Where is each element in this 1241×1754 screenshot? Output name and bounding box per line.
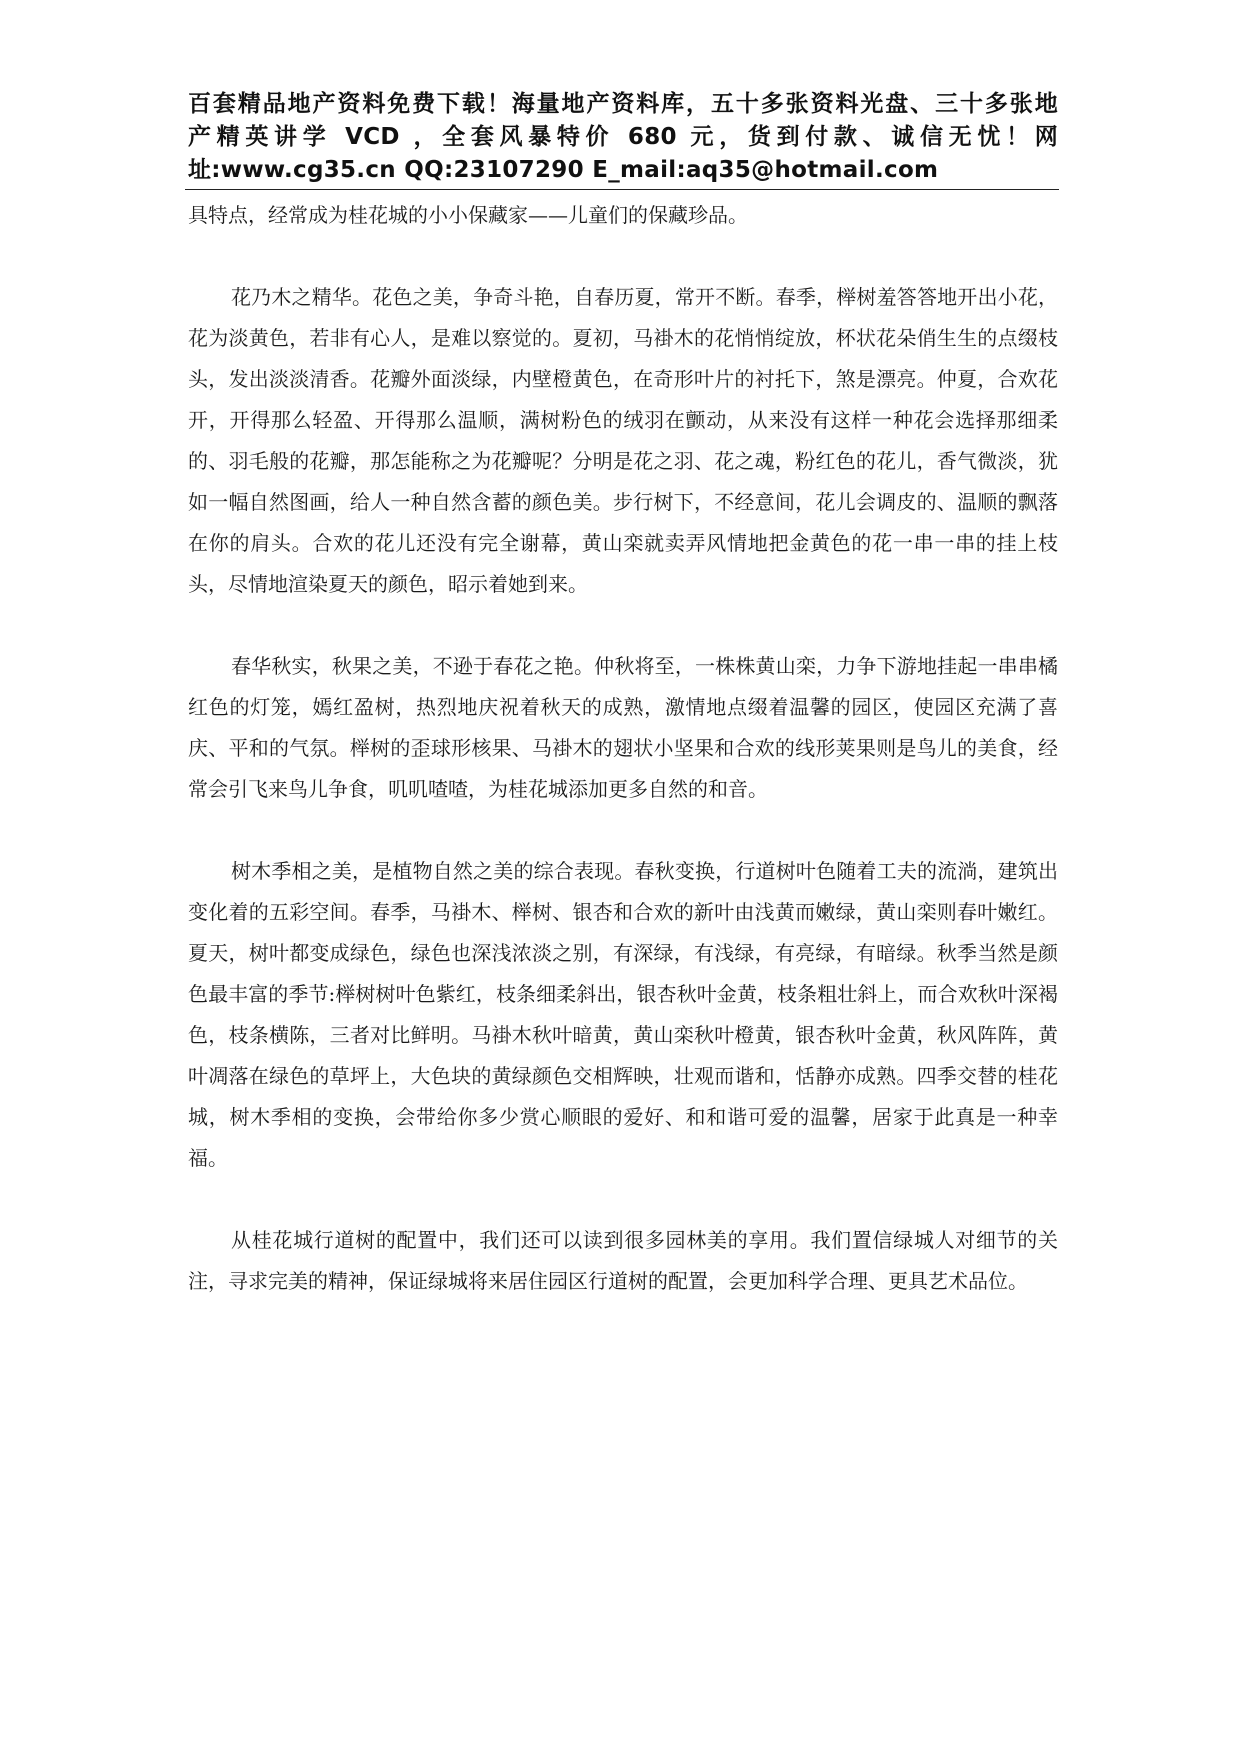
page-header bbox=[188, 88, 1058, 187]
paragraph-fruits: 春华秋实，秋果之美，不逊于春花之艳。仲秋将至，一株株黄山栾，力争下游地挂起一串串橘红色的灯笼，嫣红盈树，热烈地庆祝着秋天的成熟，激情地点缀着温馨的园区，使园区充满了喜庆、平和的气氛。榉树的歪球形核果、马褂木的翅状小坚果和合欢的线形荚果则是鸟儿的美食，经常会引飞来鸟儿争食，叽叽喳喳，为桂花城添加更多自然的和音。 bbox=[188, 654, 1058, 801]
paragraph-continuation: 具特点，经常成为桂花城的小小保藏家——儿童们的保藏珍品。 bbox=[188, 203, 748, 227]
header-divider bbox=[185, 189, 1059, 190]
paragraph-seasons: 树木季相之美，是植物自然之美的综合表现。春秋变换，行道树叶色随着工夫的流淌，建筑出变化着的五彩空间。春季，马褂木、榉树、银杏和合欢的新叶由浅黄而嫩绿，黄山栾则春叶嫩红。夏天，树叶都变成绿色，绿色也深浅浓淡之别，有深绿，有浅绿，有亮绿，有暗绿。秋季当然是颜色最丰富的季节:榉树树叶色紫红，枝条细柔斜出，银杏秋叶金黄，枝条粗壮斜上，而合欢秋叶深褐色，枝条横陈，三者对比鲜明。马褂木秋叶暗黄，黄山栾秋叶橙黄，银杏秋叶金黄，秋风阵阵，黄叶凋落在绿色的草坪上，大色块的黄绿颜色交相辉映，壮观而谐和，恬静亦成熟。四季交替的桂花城，树木季相的变换，会带给你多少赏心顺眼的爱好、和和谐可爱的温馨，居家于此真是一种幸福。 bbox=[188, 859, 1058, 1170]
document-body bbox=[188, 195, 1058, 1343]
paragraph-flowers: 花乃木之精华。花色之美，争奇斗艳，自春历夏，常开不断。春季，榉树羞答答地开出小花，花为淡黄色，若非有心人，是难以察觉的。夏初，马褂木的花悄悄绽放，杯状花朵俏生生的点缀枝头，发出淡淡清香。花瓣外面淡绿，内壁橙黄色，在奇形叶片的衬托下，煞是漂亮。仲夏，合欢花开，开得那么轻盈、开得那么温顺，满树粉色的绒羽在颤动，从来没有这样一种花会选择那细柔的、羽毛般的花瓣，那怎能称之为花瓣呢？分明是花之羽、花之魂，粉红色的花儿，香气微淡，犹如一幅自然图画，给人一种自然含蓄的颜色美。步行树下，不经意间，花儿会调皮的、温顺的飘落在你的肩头。合欢的花儿还没有完全谢幕，黄山栾就卖弄风情地把金黄色的花一串一串的挂上枝头，尽情地渲染夏天的颜色，昭示着她到来。 bbox=[188, 285, 1058, 596]
paragraph-conclusion: 从桂花城行道树的配置中，我们还可以读到很多园林美的享用。我们置信绿城人对细节的关注，寻求完美的精神，保证绿城将来居住园区行道树的配置，会更加科学合理、更具艺术品位。 bbox=[188, 1228, 1058, 1293]
header-line-1: 百套精品地产资料免费下载！海量地产资料库，五十多张资料光盘、三十多张地 bbox=[188, 91, 1058, 117]
header-line-3: 址:www.cg35.cn QQ:23107290 E_mail:aq35@hotmail.com bbox=[188, 157, 939, 183]
header-line-2: 产精英讲学 VCD ，全套风暴特价 680 元，货到付款、诚信无忧！网 bbox=[188, 124, 1058, 150]
